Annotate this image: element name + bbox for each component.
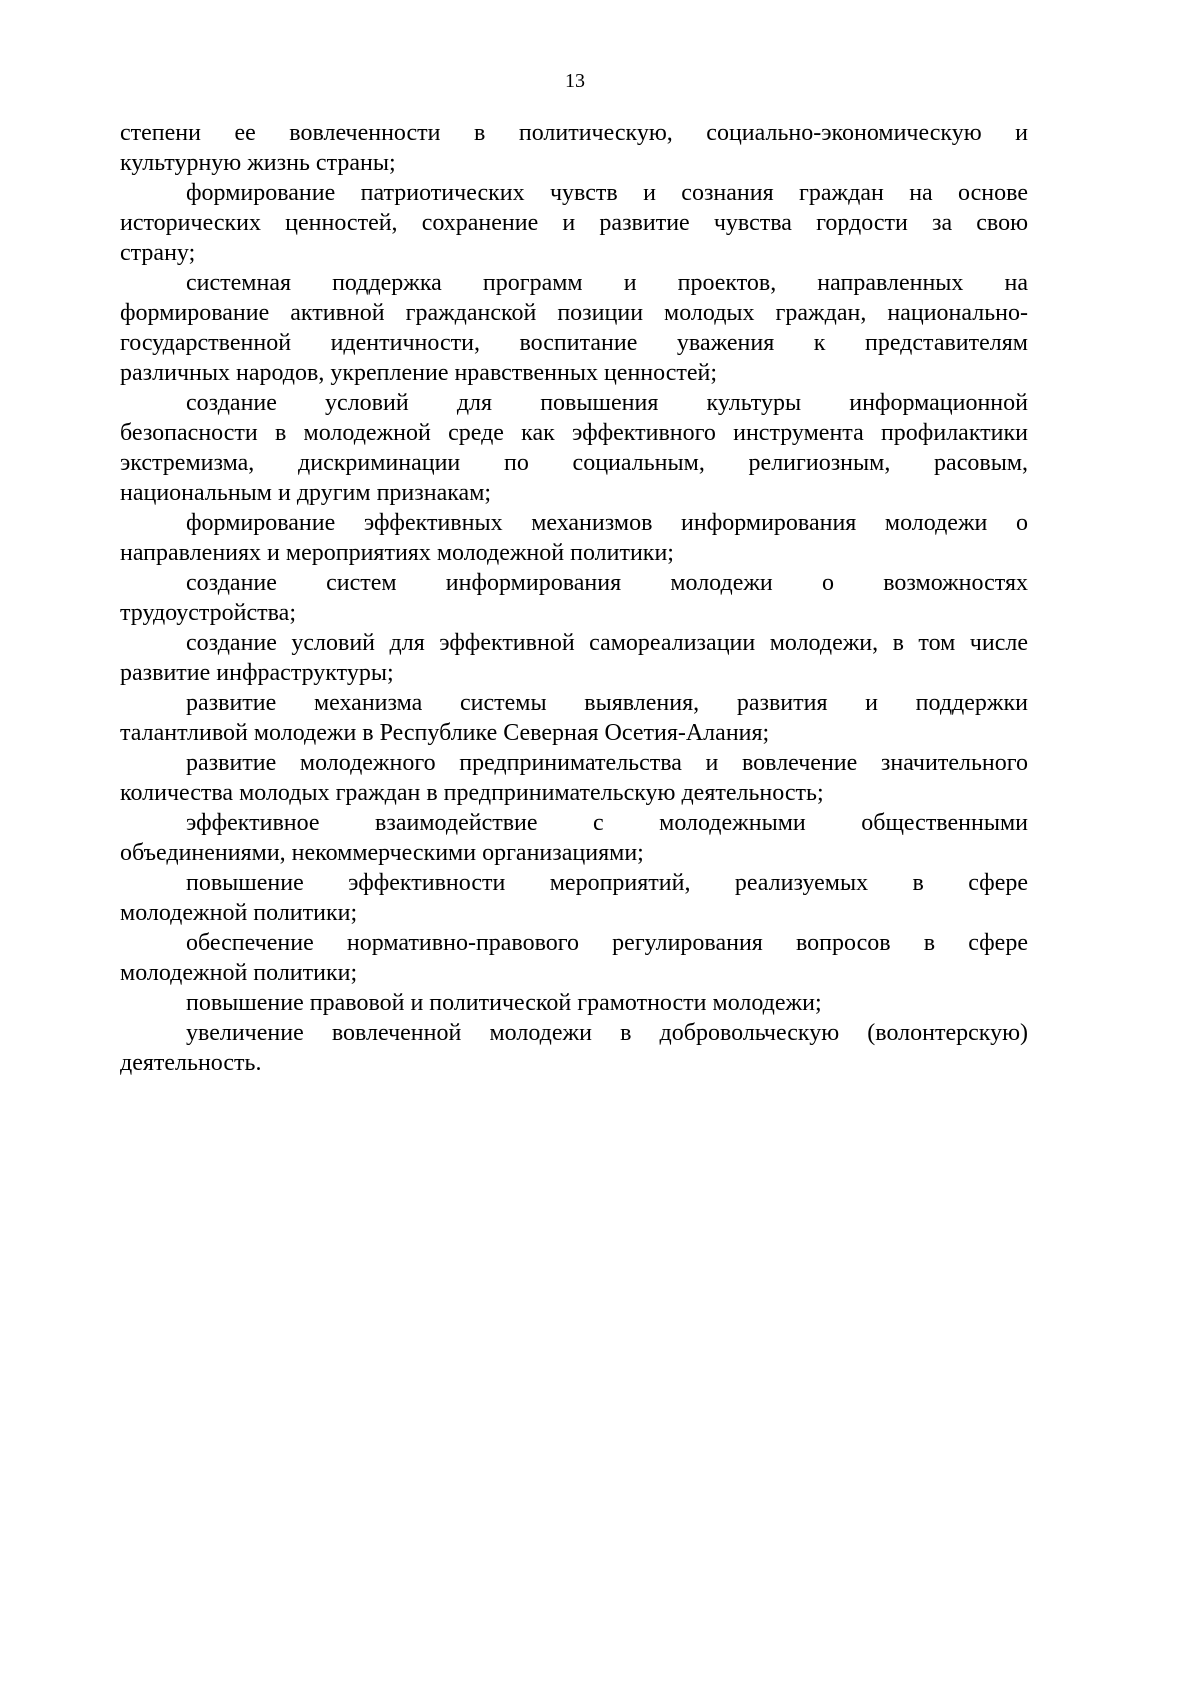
text-line: развитие механизма системы выявления, развития и поддержки [186, 690, 1028, 716]
paragraph [120, 808, 1028, 868]
paragraph [120, 508, 1028, 568]
paragraph [120, 388, 1028, 508]
text-line: трудоустройства; [120, 600, 297, 626]
paragraph [120, 118, 1028, 178]
paragraph [120, 268, 1028, 388]
text-line: развитие инфраструктуры; [120, 660, 394, 686]
page-number: 13 [565, 70, 585, 92]
text-line: направлениях и мероприятиях молодежной политики; [120, 540, 674, 566]
paragraph [120, 568, 1028, 628]
paragraph [120, 688, 1028, 748]
text-line: увеличение вовлеченной молодежи в добровольческую (волонтерскую) [186, 1020, 1028, 1046]
text-line: обеспечение нормативно-правового регулирования вопросов в сфере [186, 930, 1028, 956]
text-line: системная поддержка программ и проектов, направленных на [186, 270, 1028, 296]
paragraph [120, 1018, 1028, 1078]
text-line: эффективное взаимодействие с молодежными общественными [186, 810, 1028, 836]
text-line: создание систем информирования молодежи о возможностях [186, 570, 1028, 596]
paragraph [120, 988, 1028, 1018]
text-line: количества молодых граждан в предпринимательскую деятельность; [120, 780, 824, 806]
document-body [120, 118, 1028, 1078]
text-line: государственной идентичности, воспитание уважения к представителям [120, 330, 1028, 356]
text-line: страну; [120, 240, 196, 266]
text-line: формирование активной гражданской позиции молодых граждан, национально- [120, 300, 1028, 326]
paragraph [120, 928, 1028, 988]
paragraph [120, 628, 1028, 688]
text-line: повышение правовой и политической грамотности молодежи; [186, 990, 822, 1016]
text-line: молодежной политики; [120, 900, 358, 926]
text-line: формирование эффективных механизмов информирования молодежи о [186, 510, 1028, 536]
paragraph [120, 178, 1028, 268]
text-line: повышение эффективности мероприятий, реализуемых в сфере [186, 870, 1028, 896]
text-line: создание условий для повышения культуры информационной [186, 390, 1028, 416]
text-line: национальным и другим признакам; [120, 480, 492, 506]
paragraph [120, 748, 1028, 808]
text-line: исторических ценностей, сохранение и развитие чувства гордости за свою [120, 210, 1028, 236]
text-line: деятельность. [120, 1050, 262, 1076]
paragraph [120, 868, 1028, 928]
text-line: безопасности в молодежной среде как эффективного инструмента профилактики [120, 420, 1028, 446]
text-line: молодежной политики; [120, 960, 358, 986]
text-line: создание условий для эффективной самореализации молодежи, в том числе [186, 630, 1028, 656]
text-line: различных народов, укрепление нравственных ценностей; [120, 360, 718, 386]
text-line: объединениями, некоммерческими организациями; [120, 840, 644, 866]
text-line: экстремизма, дискриминации по социальным, религиозным, расовым, [120, 450, 1028, 476]
text-line: талантливой молодежи в Республике Северная Осетия-Алания; [120, 720, 770, 746]
text-line: развитие молодежного предпринимательства и вовлечение значительного [186, 750, 1028, 776]
text-line: формирование патриотических чувств и сознания граждан на основе [186, 180, 1028, 206]
text-line: степени ее вовлеченности в политическую, социально-экономическую и [120, 120, 1028, 146]
text-line: культурную жизнь страны; [120, 150, 396, 176]
